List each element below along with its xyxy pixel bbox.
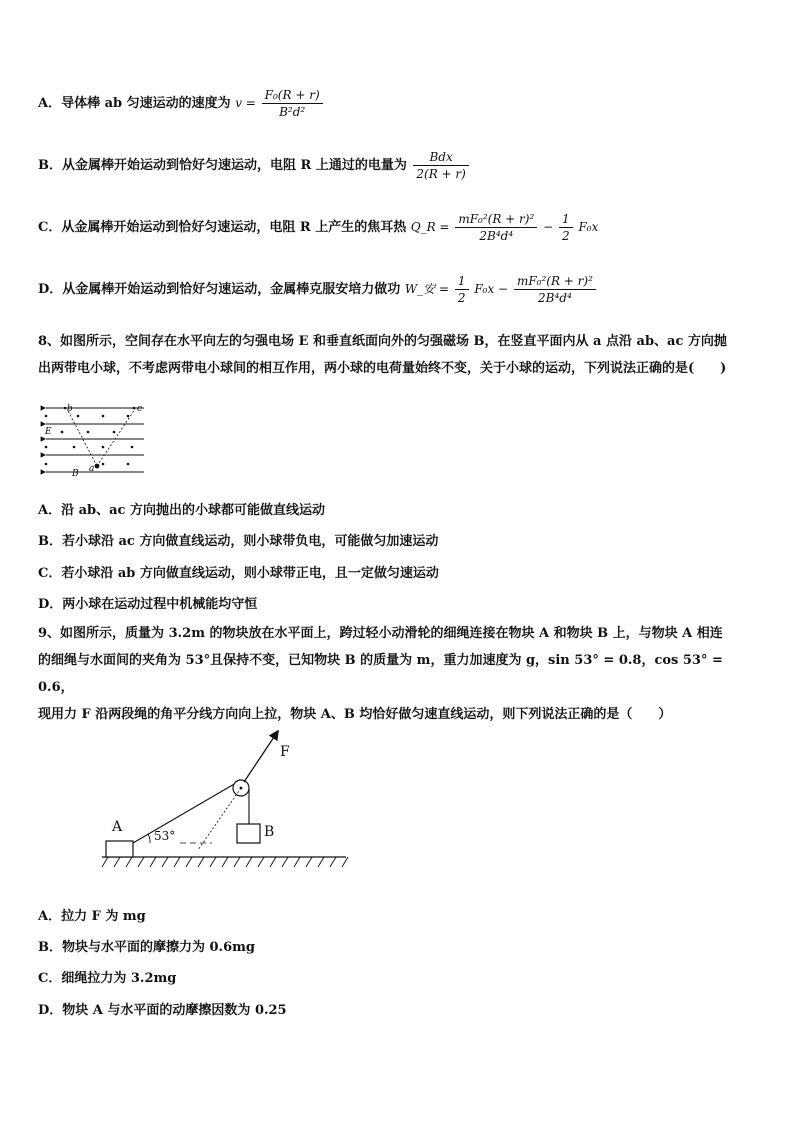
fraction-numerator: 1 <box>559 212 573 228</box>
q7-option-c-text: C．从金属棒开始运动到恰好匀速运动，电阻 R 上产生的焦耳热 <box>38 220 407 235</box>
q9-stem-line-3: 现用力 F 沿两段绳的角平分线方向向上拉，物块 A、B 均恰好做匀速直线运动，则下列说法正确的是（ ） <box>38 707 672 722</box>
q7-option-a-formula <box>235 88 324 119</box>
fraction-numerator: mF₀²(R + r)² <box>455 212 537 228</box>
label-force: F <box>280 744 290 760</box>
q7-option-a-text: A．导体棒 ab 匀速运动的速度为 <box>38 96 231 111</box>
fraction-denominator: 2(R + r) <box>416 167 466 181</box>
fraction-numerator: Bdx <box>413 150 468 166</box>
label-b: b <box>67 404 73 414</box>
q8-stem-line-1: 8、如图所示，空间存在水平向左的匀强电场 E 和垂直纸面向外的匀强磁场 B，在竖直平面内从 a 点沿 ab、ac 方向抛 <box>38 334 727 349</box>
q9-option-b: B．物块与水平面的摩擦力为 0.6mg <box>38 940 255 955</box>
force-arrow <box>244 734 276 782</box>
label-e: E <box>45 427 52 437</box>
fraction-numerator: mF₀²(R + r)² <box>514 274 596 290</box>
fraction-half <box>455 274 469 305</box>
formula-lead: F₀x − <box>474 282 509 296</box>
q9-option-c: C．细绳拉力为 3.2mg <box>38 971 177 986</box>
q7-option-c <box>38 212 598 243</box>
q8-field-diagram <box>40 396 146 482</box>
q9-stem-line-1: 9、如图所示，质量为 3.2m 的物块放在水平面上，跨过轻小动滑轮的细绳连接在物块 A 和物块 B 上，与物块 A 相连 <box>38 626 723 641</box>
block-a <box>106 841 133 857</box>
q7-option-c-formula <box>411 212 599 243</box>
q9-option-a: A．拉力 F 为 mg <box>38 909 146 924</box>
q9-stem-line-2: 的细绳与水面间的夹角为 53°且保持不变，已知物块 B 的质量为 m，重力加速度为 g，sin 53° = 0.8，cos 53° = 0.6， <box>38 653 723 695</box>
formula-lhs: Q_R = <box>410 220 450 234</box>
label-magnetic-b: B <box>72 469 79 479</box>
fraction <box>455 212 537 243</box>
fraction-denominator: 2B⁴d⁴ <box>479 229 514 243</box>
q7-option-d-formula <box>405 274 598 305</box>
fraction <box>413 150 468 181</box>
ground-hatching <box>102 857 348 867</box>
point-a <box>95 464 100 469</box>
q8-option-c: C．若小球沿 ab 方向做直线运动，则小球带正电，且一定做匀速运动 <box>38 566 439 581</box>
q9-option-d: D．物块 A 与水平面的动摩擦因数为 0.25 <box>38 1003 287 1018</box>
q8-option-b: B．若小球沿 ac 方向做直线运动，则小球带负电，可能做匀加速运动 <box>38 534 439 549</box>
bisector-line <box>198 788 241 850</box>
q7-option-d <box>38 274 598 305</box>
label-block-b: B <box>264 824 275 840</box>
q9-stem <box>38 620 758 728</box>
label-c: c <box>137 404 143 414</box>
block-b <box>237 824 260 843</box>
fraction-numerator: F₀(R + r) <box>262 88 323 104</box>
fraction <box>262 88 323 119</box>
q8-option-d: D．两小球在运动过程中机械能均守恒 <box>38 597 258 612</box>
q8-stem-line-2: 出两带电小球，不考虑两带电小球间的相互作用，两小球的电荷量始终不变，关于小球的运动，下列说法正确的是( ) <box>38 361 727 376</box>
fraction-denominator: 2 <box>457 291 466 305</box>
trajectory-ac <box>97 409 135 466</box>
label-block-a: A <box>112 819 123 835</box>
formula-lhs: W_安 = <box>404 282 450 296</box>
fraction-denominator: 2 <box>562 229 570 243</box>
q8-stem <box>38 328 758 382</box>
label-angle: 53° <box>154 829 176 843</box>
q7-option-a <box>38 88 325 119</box>
q9-pulley-diagram <box>100 726 350 876</box>
label-a: a <box>89 464 95 474</box>
q7-option-b-text: B．从金属棒开始运动到恰好匀速运动，电阻 R 上通过的电量为 <box>38 158 407 173</box>
angle-arc <box>148 834 150 843</box>
q7-option-b-formula <box>411 150 470 181</box>
formula-lhs: v = <box>235 96 256 110</box>
fraction-denominator: 2B⁴d⁴ <box>538 291 572 305</box>
q7-option-d-text: D．从金属棒开始运动到恰好匀速运动，金属棒克服安培力做功 <box>38 282 401 297</box>
q8-option-a: A．沿 ab、ac 方向抛出的小球都可能做直线运动 <box>38 503 325 518</box>
formula-tail: F₀x <box>578 220 599 234</box>
fraction-half <box>559 212 573 243</box>
q7-option-b <box>38 150 471 181</box>
fraction-numerator: 1 <box>455 274 469 290</box>
fraction-denominator: B²d² <box>279 105 306 119</box>
trajectory-ab <box>67 409 97 466</box>
minus-sign: − <box>543 220 554 234</box>
fraction <box>514 274 596 305</box>
